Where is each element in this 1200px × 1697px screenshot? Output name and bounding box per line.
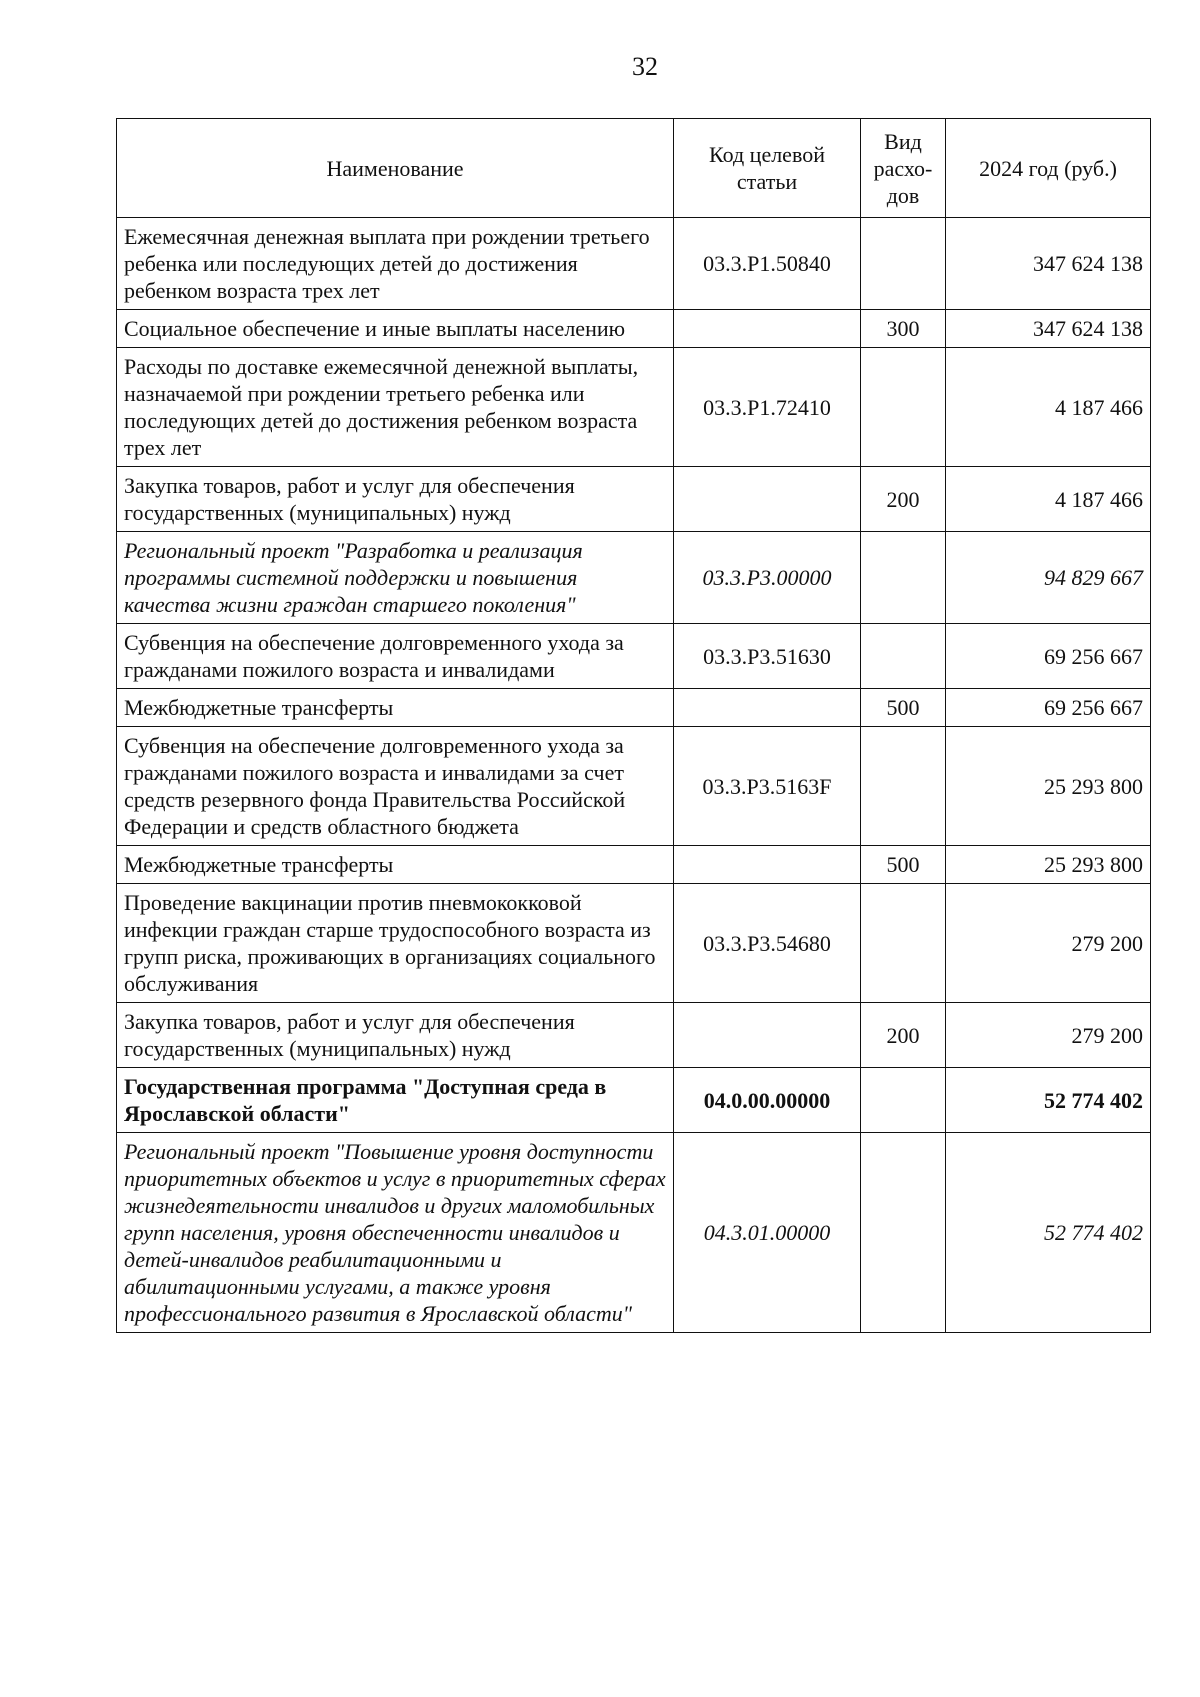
table-row: [117, 348, 1151, 467]
cell-code: [674, 689, 861, 727]
cell-amount: 69 256 667: [946, 689, 1151, 727]
table-row: [117, 689, 1151, 727]
cell-name: Межбюджетные трансферты: [117, 846, 674, 884]
cell-code: 04.0.00.00000: [674, 1068, 861, 1133]
cell-name: Проведение вакцинации против пневмококковой инфекции граждан старше трудоспособного возраста из групп риска, проживающих в организациях социального обслуживания: [117, 884, 674, 1003]
cell-name: Субвенция на обеспечение долговременного ухода за гражданами пожилого возраста и инвалидами за счет средств резервного фонда Правительства Российской Федерации и средств областного бюджета: [117, 727, 674, 846]
cell-amount: 4 187 466: [946, 467, 1151, 532]
table-row: [117, 1003, 1151, 1068]
budget-table: [116, 118, 1151, 1333]
cell-kind: [861, 348, 946, 467]
cell-kind: 200: [861, 1003, 946, 1068]
page-number: 32: [632, 52, 658, 81]
cell-kind: 200: [861, 467, 946, 532]
cell-kind: 500: [861, 846, 946, 884]
cell-code: [674, 467, 861, 532]
cell-code: 03.3.P3.5163F: [674, 727, 861, 846]
cell-kind: 500: [861, 689, 946, 727]
cell-code: 03.3.P1.72410: [674, 348, 861, 467]
cell-amount: 4 187 466: [946, 348, 1151, 467]
header-amount: 2024 год (руб.): [946, 119, 1151, 218]
cell-amount: 52 774 402: [946, 1068, 1151, 1133]
table-row: [117, 310, 1151, 348]
table-row: [117, 727, 1151, 846]
cell-name: Региональный проект "Разработка и реализация программы системной поддержки и повышения качества жизни граждан старшего поколения": [117, 532, 674, 624]
table-row: [117, 467, 1151, 532]
cell-kind: [861, 1068, 946, 1133]
cell-amount: 25 293 800: [946, 727, 1151, 846]
table-row: [117, 884, 1151, 1003]
cell-amount: 279 200: [946, 1003, 1151, 1068]
cell-name: Расходы по доставке ежемесячной денежной выплаты, назначаемой при рождении третьего ребенка или последующих детей до достижения ребенком возраста трех лет: [117, 348, 674, 467]
cell-amount: 69 256 667: [946, 624, 1151, 689]
cell-name: Субвенция на обеспечение долговременного ухода за гражданами пожилого возраста и инвалидами: [117, 624, 674, 689]
cell-amount: 94 829 667: [946, 532, 1151, 624]
table-row: [117, 846, 1151, 884]
cell-name: Закупка товаров, работ и услуг для обеспечения государственных (муниципальных) нужд: [117, 1003, 674, 1068]
cell-amount: 25 293 800: [946, 846, 1151, 884]
cell-name: Ежемесячная денежная выплата при рождении третьего ребенка или последующих детей до достижения ребенком возраста трех лет: [117, 218, 674, 310]
cell-code: [674, 1003, 861, 1068]
cell-kind: [861, 624, 946, 689]
cell-name: Межбюджетные трансферты: [117, 689, 674, 727]
cell-kind: [861, 1133, 946, 1333]
cell-name: Социальное обеспечение и иные выплаты населению: [117, 310, 674, 348]
table-row: [117, 624, 1151, 689]
cell-kind: 300: [861, 310, 946, 348]
cell-code: [674, 846, 861, 884]
cell-name: Государственная программа "Доступная среда в Ярославской области": [117, 1068, 674, 1133]
cell-amount: 279 200: [946, 884, 1151, 1003]
cell-name: Региональный проект "Повышение уровня доступности приоритетных объектов и услуг в приоритетных сферах жизнедеятельности инвалидов и других маломобильных групп населения, уровня обеспеченности инвалидов и детей-инвалидов реабилитационными и абилитационными услугами, а также уровня профессионального развития в Ярославской области": [117, 1133, 674, 1333]
cell-name: Закупка товаров, работ и услуг для обеспечения государственных (муниципальных) нужд: [117, 467, 674, 532]
cell-code: 03.3.P1.50840: [674, 218, 861, 310]
table-row: [117, 218, 1151, 310]
cell-amount: 52 774 402: [946, 1133, 1151, 1333]
table-row: [117, 1068, 1151, 1133]
header-kind: Вид расхо-дов: [861, 119, 946, 218]
header-code: Код целевой статьи: [674, 119, 861, 218]
cell-amount: 347 624 138: [946, 218, 1151, 310]
table-row: [117, 532, 1151, 624]
cell-code: 03.3.P3.51630: [674, 624, 861, 689]
cell-amount: 347 624 138: [946, 310, 1151, 348]
table-body: [117, 218, 1151, 1333]
table-row: [117, 1133, 1151, 1333]
table-header-row: [117, 119, 1151, 218]
cell-kind: [861, 532, 946, 624]
cell-kind: [861, 727, 946, 846]
cell-code: 03.3.P3.00000: [674, 532, 861, 624]
header-name: Наименование: [117, 119, 674, 218]
cell-kind: [861, 884, 946, 1003]
cell-code: 04.3.01.00000: [674, 1133, 861, 1333]
cell-code: [674, 310, 861, 348]
cell-kind: [861, 218, 946, 310]
cell-code: 03.3.P3.54680: [674, 884, 861, 1003]
